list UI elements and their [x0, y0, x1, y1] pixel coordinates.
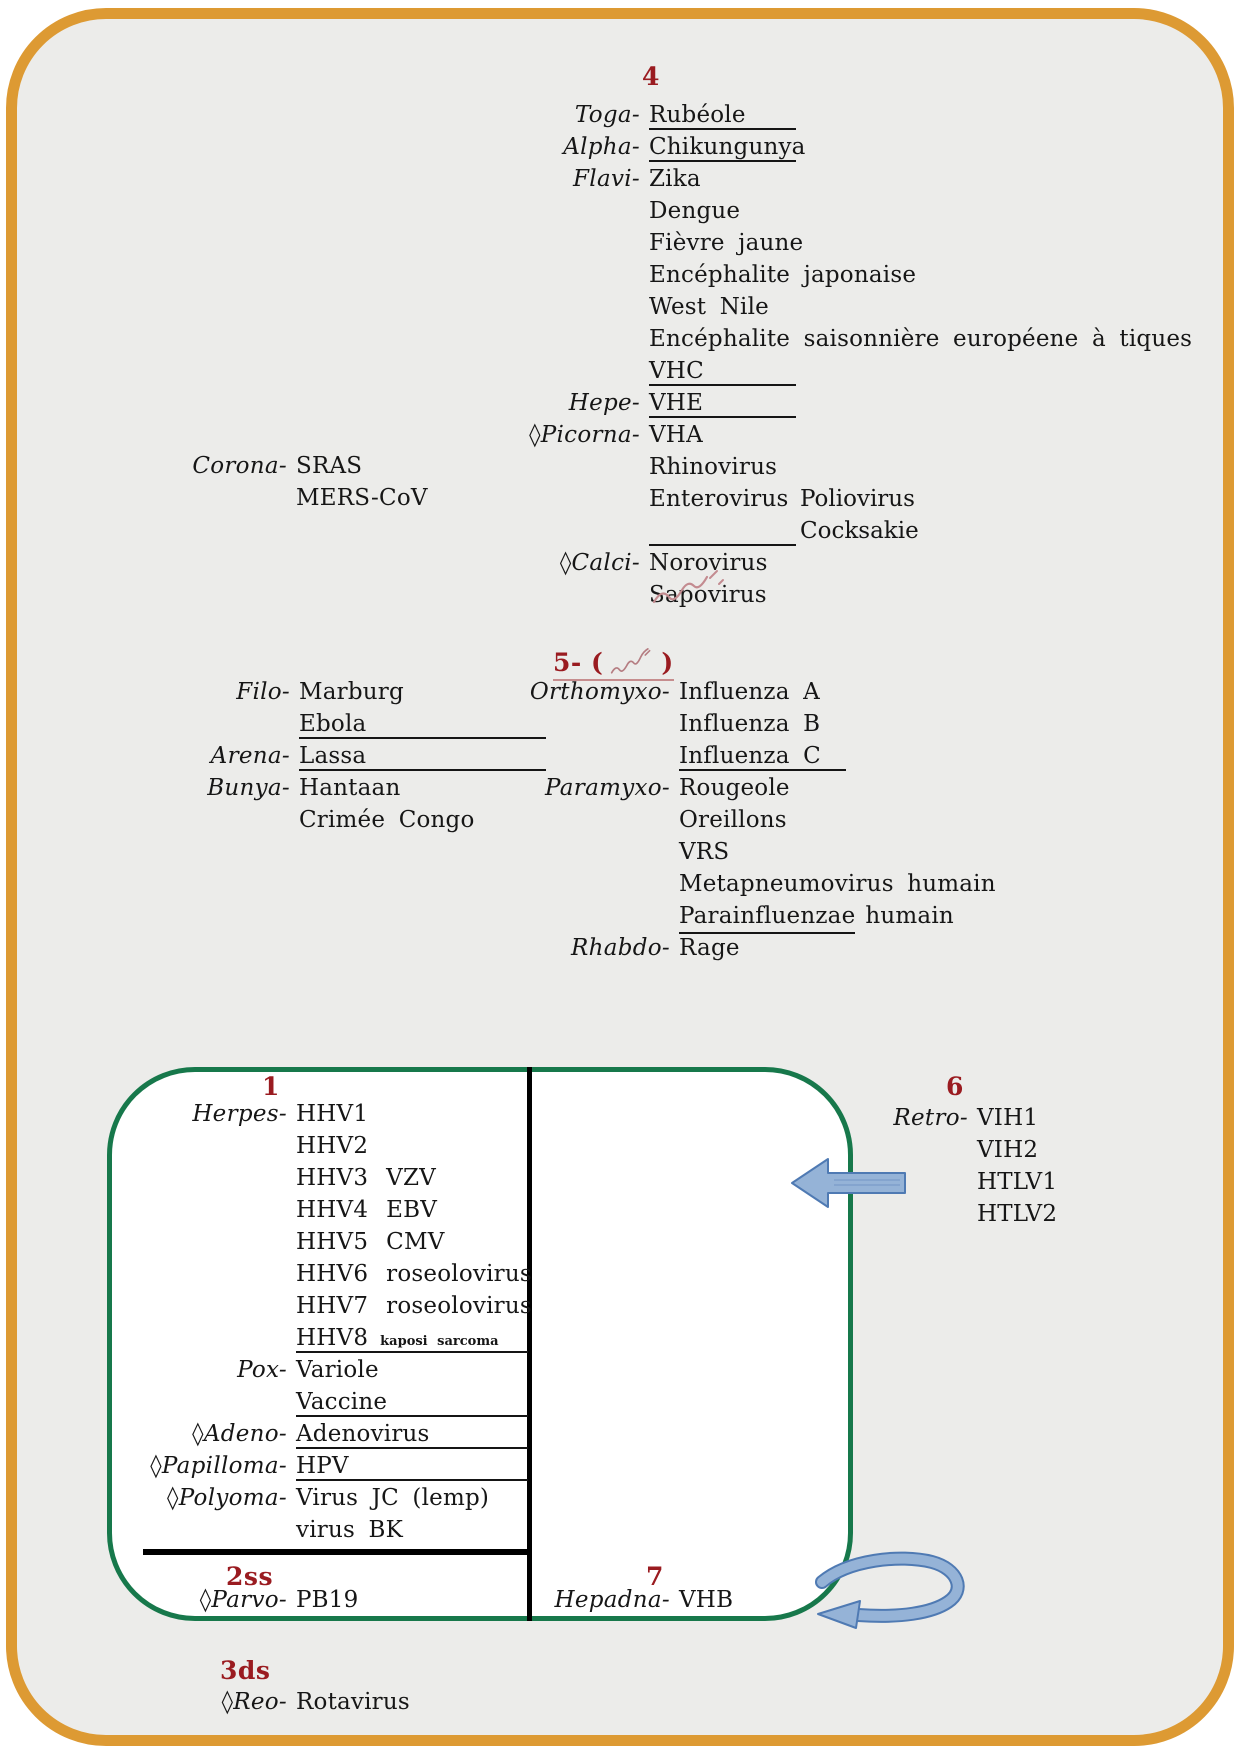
- virus-name: Variole: [296, 1357, 379, 1383]
- virus-secondary: Cocksakie: [800, 518, 919, 544]
- handwriting-scribble-icon: [605, 648, 659, 678]
- virus-row: [380, 772, 996, 804]
- group5-number-suffix: ): [661, 648, 674, 677]
- virus-name: virus BK: [296, 1517, 403, 1543]
- virus-row: [380, 740, 996, 772]
- virus-row: [100, 1584, 358, 1616]
- family-label: ◊Polyoma-: [167, 1485, 287, 1511]
- virus-name: Zika: [649, 166, 701, 192]
- virus-row: [380, 708, 996, 740]
- family-label: Corona-: [192, 453, 287, 479]
- underline: [649, 128, 796, 130]
- virus-row: [100, 1258, 532, 1290]
- virus-name: HHV6: [296, 1261, 369, 1287]
- virus-row: [700, 1102, 1057, 1134]
- virus-name: VHA: [649, 422, 703, 448]
- virus-row: [340, 259, 1140, 291]
- virus-row: [100, 450, 428, 482]
- group1-number: 1: [262, 1072, 280, 1101]
- virus-row: [340, 483, 1140, 515]
- curved-loop-arrow-icon: [798, 1550, 966, 1644]
- group3ds-section: [100, 1686, 410, 1718]
- virus-name: Adenovirus: [296, 1421, 430, 1447]
- virus-row: [340, 131, 1140, 163]
- virus-row: [100, 1482, 532, 1514]
- family-label: ◊Papilloma-: [150, 1453, 287, 1479]
- virus-name: Encéphalite japonaise: [649, 262, 917, 288]
- virus-row: [100, 1386, 532, 1418]
- virus-row: [340, 355, 1140, 387]
- underline: [649, 544, 796, 546]
- family-label: Retro-: [893, 1105, 968, 1131]
- family-label: ◊Picorna-: [529, 422, 640, 448]
- virus-row: [340, 291, 1140, 323]
- virus-row: [100, 482, 428, 514]
- virus-row: [100, 1450, 532, 1482]
- virus-name: Chikungunya: [649, 134, 806, 160]
- virus-row: [100, 1162, 532, 1194]
- group7-section: [380, 1584, 733, 1616]
- virus-name: VIH1: [977, 1105, 1039, 1131]
- virus-name: Sapovirus: [649, 582, 767, 608]
- virus-secondary: Poliovirus: [800, 486, 915, 512]
- virus-row: [100, 1322, 532, 1354]
- block-arrow-left-icon: [788, 1154, 908, 1212]
- family-label: ◊Parvo-: [199, 1587, 287, 1613]
- family-label: ◊Calci-: [559, 550, 640, 576]
- virus-name: Rhinovirus: [649, 454, 778, 480]
- group1-section: [100, 1098, 532, 1546]
- virus-name: VHE: [649, 390, 704, 416]
- group3ds-number: 3ds: [220, 1656, 271, 1685]
- group7-number: 7: [646, 1562, 664, 1591]
- virus-name: Vaccine: [296, 1389, 388, 1415]
- virus-name: Crimée Congo: [299, 807, 475, 833]
- virus-name: VIH2: [977, 1137, 1039, 1163]
- virus-name: HTLV1: [977, 1169, 1058, 1195]
- virus-name: Lassa: [299, 743, 367, 769]
- underline: [296, 1479, 528, 1481]
- underline: [296, 1415, 528, 1417]
- virus-row: [100, 1354, 532, 1386]
- family-label: Hepadna-: [554, 1587, 670, 1613]
- virus-row: [100, 1418, 532, 1450]
- virus-row: [340, 515, 1140, 547]
- virus-name: Hantaan: [299, 775, 401, 801]
- family-label: Orthomyxo-: [529, 679, 670, 705]
- virus-name: HPV: [296, 1453, 349, 1479]
- virus-name: Influenza B: [679, 711, 821, 737]
- virus-name: HHV4: [296, 1197, 369, 1223]
- group4-section: [340, 99, 1193, 611]
- virus-name-suffix: roseolovirus: [386, 1293, 532, 1319]
- group5-right-section: [380, 676, 996, 964]
- virus-name: Rougeole: [679, 775, 790, 801]
- virus-name: Influenza C: [679, 743, 821, 769]
- virus-name: HHV7: [296, 1293, 369, 1319]
- virus-name: Virus JC (lemp): [296, 1485, 490, 1511]
- family-label: Toga-: [574, 102, 640, 128]
- virus-name: HHV8: [296, 1325, 369, 1351]
- underline: [679, 769, 846, 771]
- corona-section: [100, 450, 428, 514]
- virus-name-suffix: CMV: [386, 1229, 445, 1255]
- virus-row: [380, 932, 996, 964]
- virus-name: Marburg: [299, 679, 404, 705]
- group4-number: 4: [642, 62, 660, 91]
- virus-name-suffix: roseolovirus: [386, 1261, 532, 1287]
- virus-name: VHB: [679, 1587, 734, 1613]
- family-label: ◊Reo-: [221, 1689, 287, 1715]
- virus-row: [100, 1226, 532, 1258]
- family-label: Paramyxo-: [545, 775, 670, 801]
- virus-name: Rubéole: [649, 102, 746, 128]
- group6-number: 6: [946, 1072, 964, 1101]
- virus-row: [100, 1514, 532, 1546]
- virus-name: Ebola: [299, 711, 367, 737]
- virus-name-suffix: VZV: [386, 1165, 436, 1191]
- virus-name: West Nile: [649, 294, 769, 320]
- family-label: ◊Adeno-: [192, 1421, 287, 1447]
- virus-name: Norovirus: [649, 550, 768, 576]
- virus-row: [100, 1194, 532, 1226]
- virus-name: SRAS: [296, 453, 363, 479]
- virus-row: [380, 804, 996, 836]
- virus-row: [340, 195, 1140, 227]
- virus-name: Influenza A: [679, 679, 820, 705]
- virus-name: HHV3: [296, 1165, 369, 1191]
- family-label: Herpes-: [192, 1101, 287, 1127]
- virus-row: [100, 1098, 532, 1130]
- virus-name: Metapneumovirus humain: [679, 871, 996, 897]
- virus-row: [340, 323, 1193, 355]
- group2ss-number: 2ss: [226, 1562, 274, 1591]
- virus-row: [380, 676, 996, 708]
- virus-row: [100, 1290, 532, 1322]
- virus-row: [380, 1584, 733, 1616]
- handwriting-scribble-icon: [646, 566, 756, 612]
- virus-name: Fièvre jaune: [649, 230, 804, 256]
- virus-name: Rotavirus: [296, 1689, 410, 1715]
- virus-row: [100, 1130, 532, 1162]
- virus-name: HHV2: [296, 1133, 369, 1159]
- virus-name-suffix: EBV: [386, 1197, 438, 1223]
- virus-name: HHV5: [296, 1229, 369, 1255]
- virus-name-suffix: humain: [865, 903, 954, 929]
- virus-name: Dengue: [649, 198, 741, 224]
- virus-name: Parainfluenzae: [679, 900, 855, 934]
- family-label: Bunya-: [207, 775, 290, 801]
- virus-name: Oreillons: [679, 807, 787, 833]
- virus-name: HTLV2: [977, 1201, 1058, 1227]
- virus-row: [340, 227, 1140, 259]
- virus-name: Enterovirus: [649, 486, 789, 512]
- virus-name: PB19: [296, 1587, 359, 1613]
- underline: [649, 160, 796, 162]
- underline: [296, 1447, 528, 1449]
- virus-row: [380, 836, 996, 868]
- virus-row: [340, 419, 1140, 451]
- family-label: Arena-: [210, 743, 290, 769]
- underline: [649, 384, 796, 386]
- virus-name: VHC: [649, 358, 704, 384]
- box-separator-line: [143, 1549, 527, 1555]
- family-label: Pox-: [237, 1357, 287, 1383]
- group2ss-section: [100, 1584, 358, 1616]
- virus-name-note: kaposi sarcoma: [380, 1334, 499, 1349]
- virus-row: [100, 1686, 410, 1718]
- virus-row: [380, 900, 996, 932]
- family-label: Flavi-: [573, 166, 640, 192]
- family-label: Filo-: [236, 679, 290, 705]
- group5-number-prefix: 5- (: [553, 648, 604, 677]
- family-label: Hepe-: [568, 390, 640, 416]
- virus-name: Encéphalite saisonnière européene à tiques: [649, 326, 1193, 352]
- underline: [296, 1351, 528, 1353]
- family-label: Alpha-: [563, 134, 640, 160]
- virus-row: [340, 387, 1140, 419]
- virus-name: HHV1: [296, 1101, 369, 1127]
- virus-row: [340, 99, 1140, 131]
- virus-name: Rage: [679, 935, 740, 961]
- virus-row: [340, 451, 1140, 483]
- virus-name: MERS-CoV: [296, 485, 428, 511]
- virus-name: VRS: [679, 839, 730, 865]
- family-label: Rhabdo-: [570, 935, 670, 961]
- underline: [649, 416, 796, 418]
- virus-row: [340, 163, 1140, 195]
- virus-row: [380, 868, 996, 900]
